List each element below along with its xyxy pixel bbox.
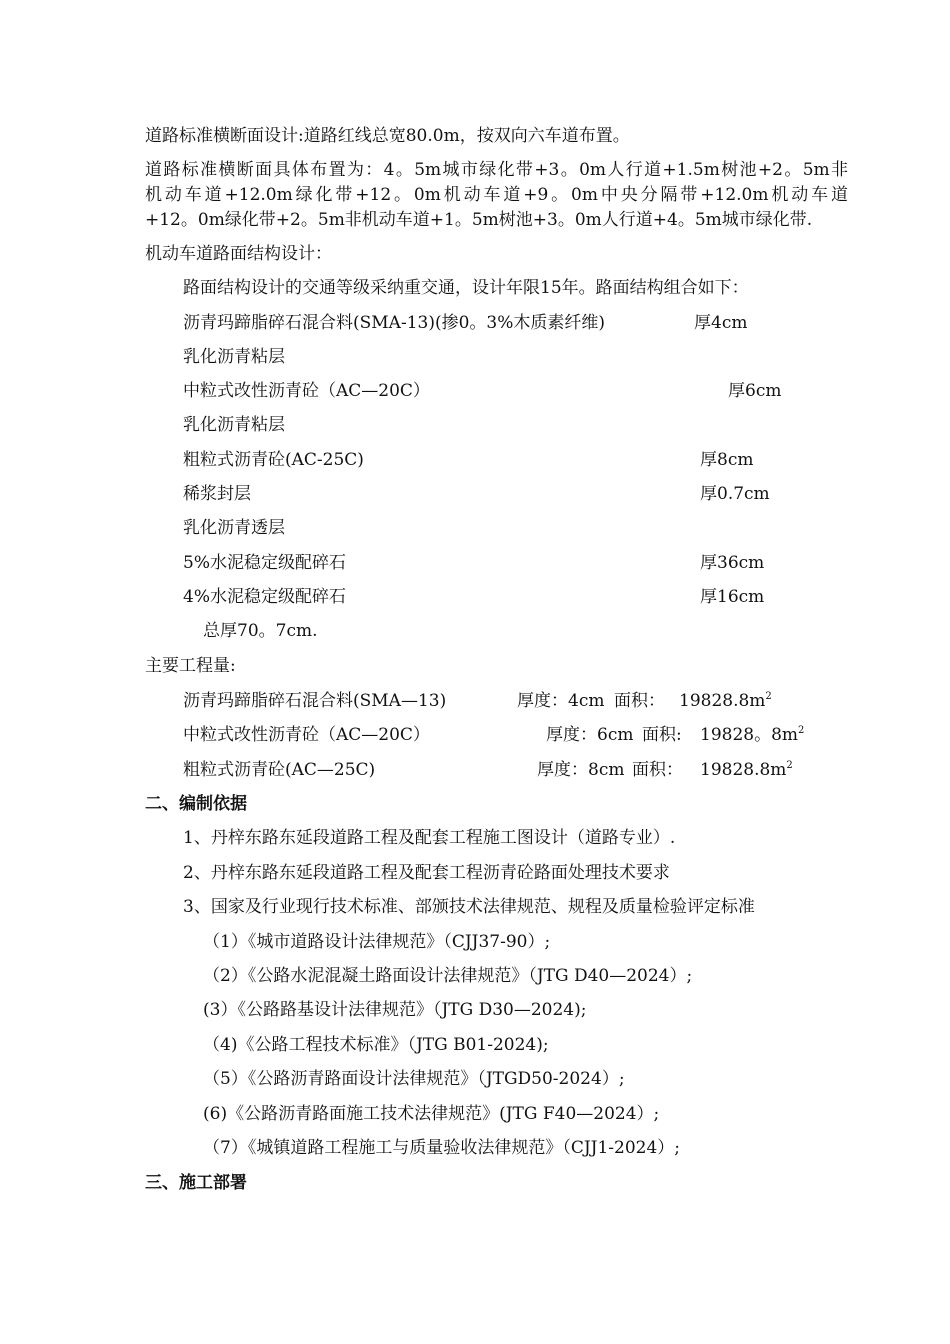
pavement-total-thickness: 总厚70。7cm. [203, 621, 318, 641]
pavement-structure-heading: 机动车道路面结构设计： [145, 244, 332, 264]
standard-item: （2）《公路水泥混凝土路面设计法律规范》（JTG D40—2024）; [203, 966, 693, 986]
cross-section-design-line: 道路标准横断面设计:道路红线总宽80.0m，按双向六车道布置。 [145, 126, 630, 146]
layer-name: 粗粒式沥青砼(AC-25C) [183, 450, 364, 470]
quantity-name: 粗粒式沥青砼(AC—25C) [183, 760, 376, 780]
standard-item: (6)《公路沥青路面施工技术法律规范》(JTG F40—2024）; [203, 1104, 660, 1124]
basis-item: 1、丹梓东路东延段道路工程及配套工程施工图设计（道路专业）. [183, 828, 676, 848]
layer-thickness: 厚6cm [728, 381, 782, 401]
quantity-area: $19828.8m^2$ [679, 691, 772, 711]
standard-item: （4)《公路工程技术标准》（JTG B01-2024); [203, 1035, 549, 1055]
cross-section-layout-line-3: +12。0m绿化带+2。5m非机动车道+1。5m树池+3。0m人行道+4。5m城市绿化带. [145, 210, 813, 230]
cross-section-layout-line-2: 机动车道+12.0m绿化带+12。0m机动车道+9。0m中央分隔带+12.0m机动车道 [145, 185, 848, 205]
section-heading: 二、编制依据 [145, 794, 247, 814]
quantity-area-label: 面积： [614, 691, 665, 711]
layer-thickness: 厚4cm [694, 313, 748, 333]
layer-name: 乳化沥青透层 [183, 518, 285, 538]
layer-name: 乳化沥青粘层 [183, 347, 285, 367]
section-heading: 三、施工部署 [145, 1173, 247, 1193]
standard-item: （5）《公路沥青路面设计法律规范》（JTGD50-2024）; [203, 1069, 625, 1089]
layer-name: 4%水泥稳定级配碎石 [183, 587, 346, 607]
layer-thickness: 厚16cm [700, 587, 765, 607]
standard-item: (3）《公路路基设计法律规范》（JTG D30—2024); [203, 1000, 587, 1020]
quantity-area: $19828.8m^2$ [700, 760, 793, 780]
quantity-area: 19828。$8m^2$ [700, 725, 805, 745]
quantity-area-label: 面积： [632, 760, 683, 780]
standard-item: （1）《城市道路设计法律规范》（CJJ37-90）; [203, 932, 551, 952]
layer-name: 5%水泥稳定级配碎石 [183, 553, 346, 573]
quantity-thickness: 厚度：6cm [546, 725, 634, 745]
basis-item: 2、丹梓东路东延段道路工程及配套工程沥青砼路面处理技术要求 [183, 863, 670, 883]
quantity-name: 沥青玛蹄脂碎石混合料(SMA—13) [183, 691, 447, 711]
layer-thickness: 厚8cm [700, 450, 754, 470]
layer-thickness: 厚0.7cm [700, 484, 770, 504]
basis-item: 3、国家及行业现行技术标准、部颁技术法律规范、规程及质量检验评定标准 [183, 897, 755, 917]
layer-thickness: 厚36cm [700, 553, 765, 573]
quantity-name: 中粒式改性沥青砼（AC—20C） [183, 725, 430, 745]
quantity-thickness: 厚度：4cm [517, 691, 605, 711]
quantity-thickness: 厚度：8cm [537, 760, 625, 780]
quantity-area-label: 面积: [642, 725, 682, 745]
layer-name: 沥青玛蹄脂碎石混合料(SMA-13)(掺0。3%木质素纤维) [183, 313, 606, 333]
layer-name: 乳化沥青粘层 [183, 415, 285, 435]
cross-section-layout-line-1: 道路标准横断面具体布置为：4。5m城市绿化带+3。0m人行道+1.5m树池+2。5m非 [145, 160, 848, 180]
layer-name: 稀浆封层 [183, 484, 251, 504]
quantities-heading: 主要工程量: [145, 656, 236, 676]
layer-name: 中粒式改性沥青砼（AC—20C） [183, 381, 430, 401]
standard-item: （7）《城镇道路工程施工与质量验收法律规范》（CJJ1-2024）; [203, 1138, 681, 1158]
pavement-structure-intro: 路面结构设计的交通等级采纳重交通，设计年限15年。路面结构组合如下： [183, 278, 749, 298]
